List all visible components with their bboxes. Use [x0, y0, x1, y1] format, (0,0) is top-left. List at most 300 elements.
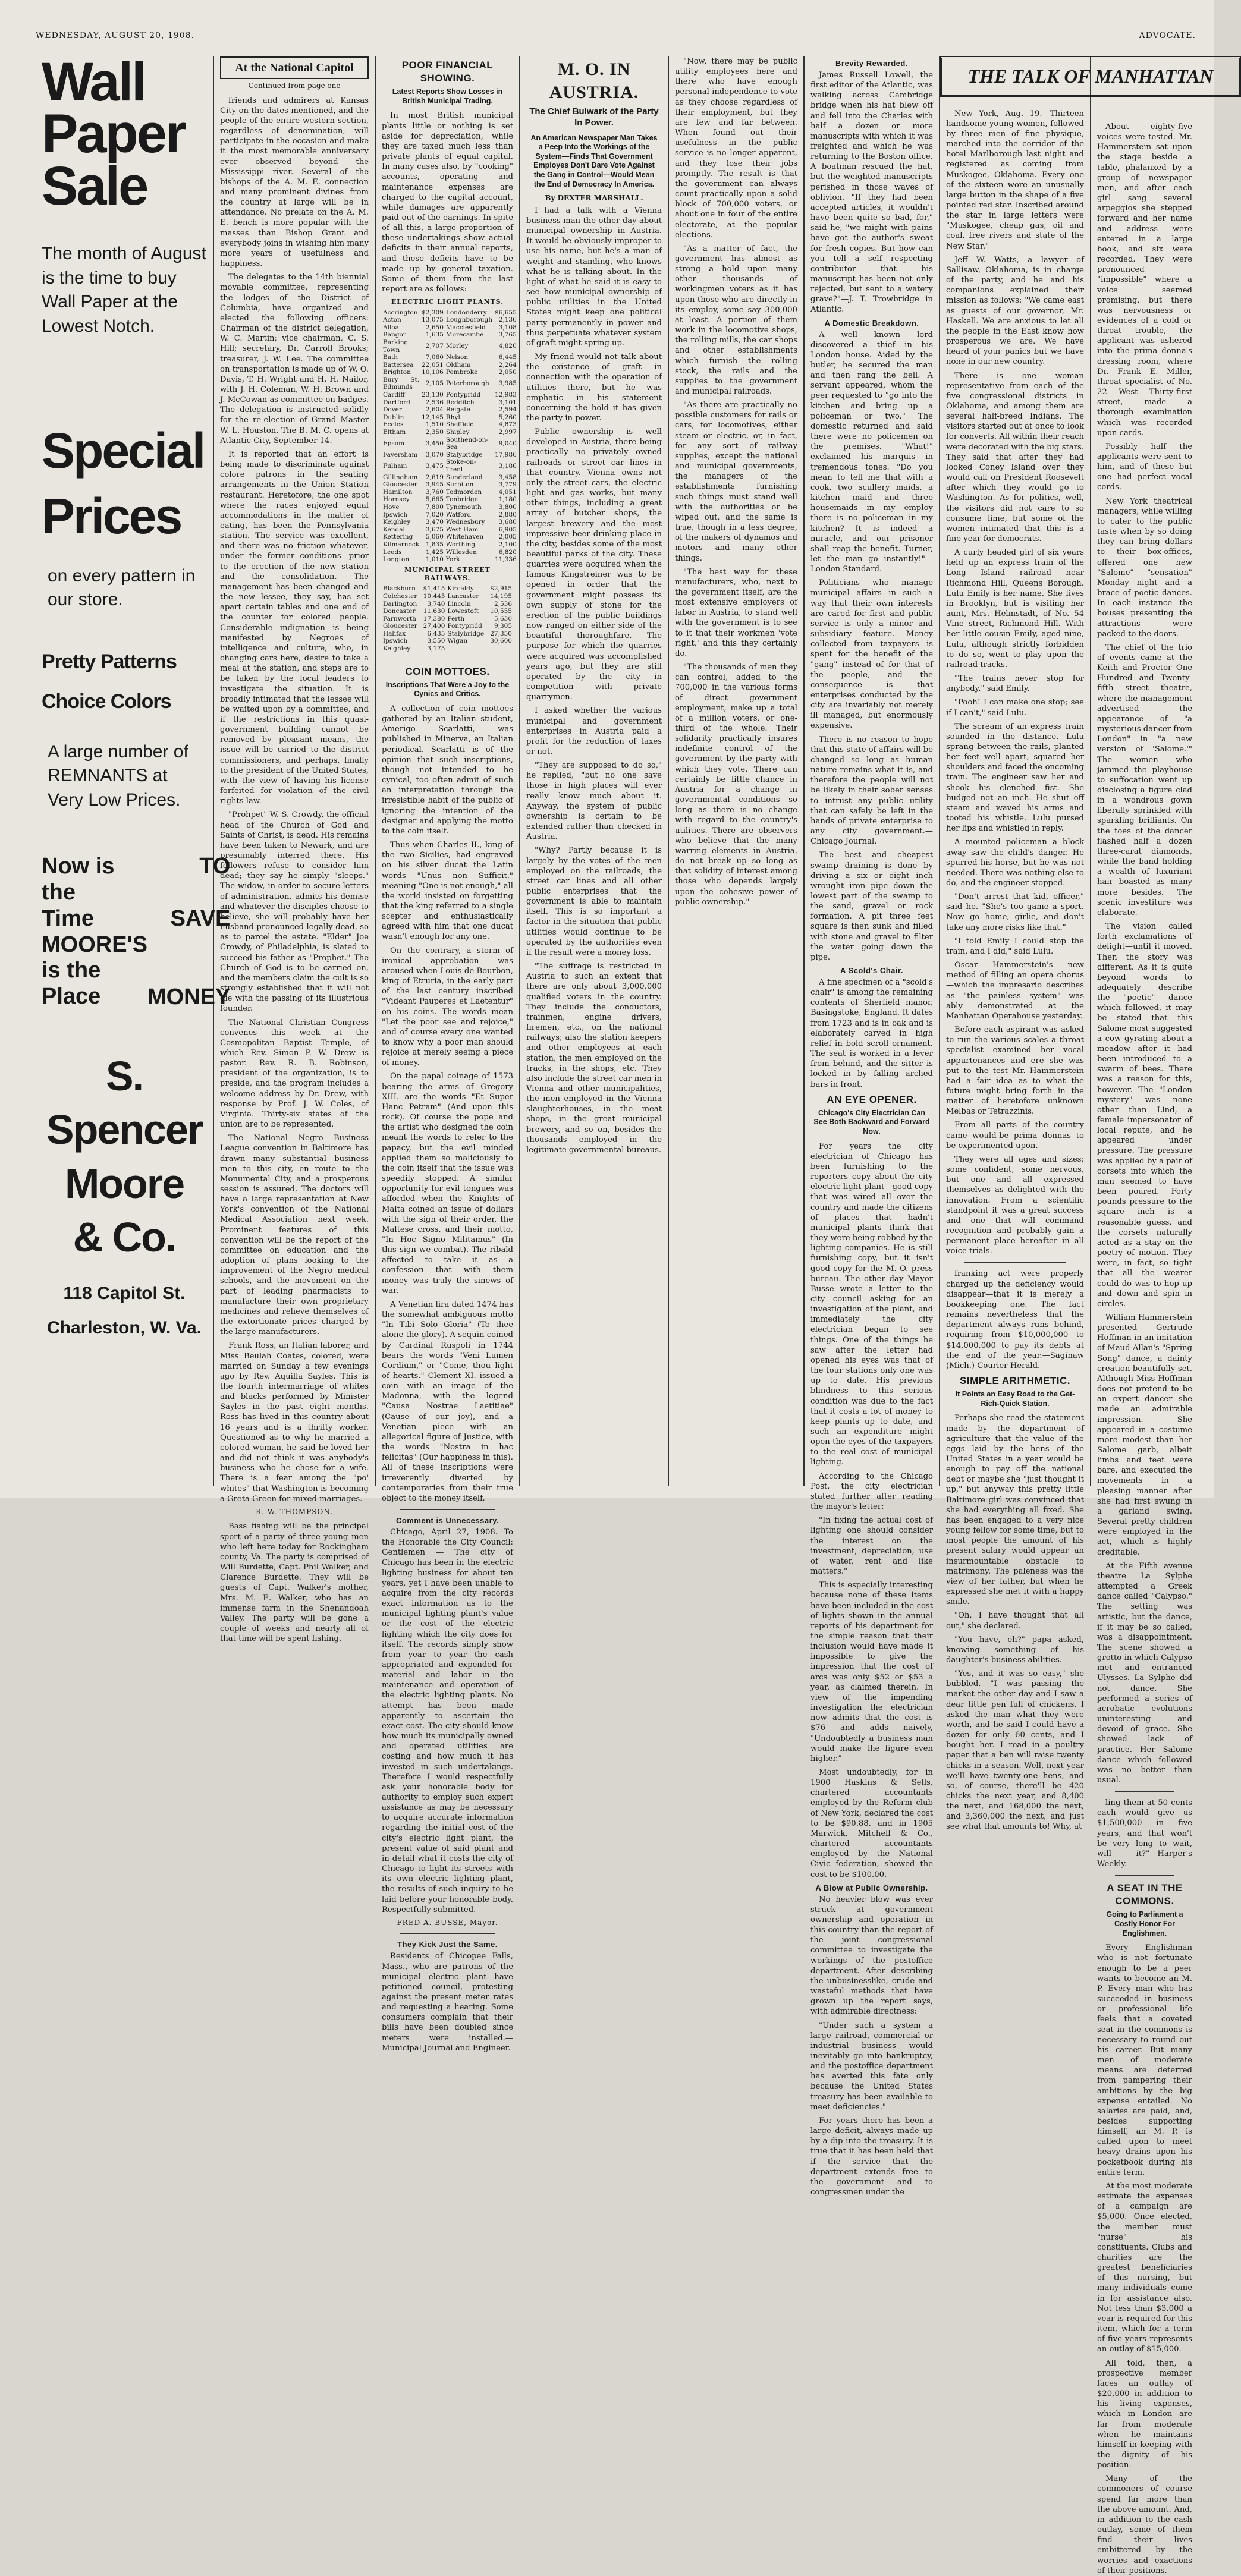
- table-row: [382, 376, 518, 391]
- city-name: Dover: [383, 406, 402, 414]
- city-name: Keighley: [383, 645, 411, 653]
- city-name: Gloucester: [383, 622, 417, 630]
- scold-paragraph: A fine specimen of a "scold's chair" is among the remaining contents of Sherfield manor, Basingstoke, England. It dates from 1723 and is in oak and is elaborately carved in high relief in bold scroll ornament. The seat is worked in a lever from behind, and the sitter is locked in by falling arched bars in front.: [810, 977, 933, 1089]
- city-name: Brighton: [383, 369, 411, 376]
- table-row: [382, 421, 518, 429]
- ad-now-line: Place: [42, 983, 101, 1009]
- capitol-paragraph: friends and admirers at Kansas City on the dates mentioned, and the people of the entire western section, regardless of denomination, will participate in the occasion and make it the most memorable anniversary ever observed beyond the Mississippi river. Several of the bishops of the A. M. E. connection and many prominent divines from the country at large will be in attendance. No prelate on the A. M. E. bench is more popular with the masses than Bishop Grant and everybody joins in wishing him many more years of usefulness and happiness.: [220, 96, 369, 269]
- city-name: Gloucester: [383, 481, 417, 489]
- domestic-paragraph: Politicians who manage municipal affairs in such a way that their own interests are cared for first and public service is only a minor and subsidiary feature. Money collected from taxpayers is spent for the benefit of the "gang" instead of for that of the people, and the consequence is that enterprises conducted by the city are invariably not merely ill managed, but enormously expensive.: [810, 578, 933, 731]
- deficit-value: 3,470: [425, 518, 444, 526]
- deficit-value: 11,336: [495, 556, 517, 564]
- austria-column-1: [520, 56, 669, 1486]
- ad-wall: Wall: [42, 52, 145, 112]
- commons-paragraph: Many of the commoners of course spend far more than the above amount. And, in addition to the cash outlay, some of them find their lives embittered by the worries and exactions of their positions.: [1097, 2474, 1192, 2575]
- deficit-value: 2,536: [425, 398, 444, 406]
- deficit-value: 3,779: [498, 481, 517, 489]
- deficit-value: 10,445: [423, 592, 445, 600]
- deficit-value: 3,070: [425, 451, 444, 458]
- finance-headline: POOR FINANCIAL SHOWING.: [401, 59, 494, 84]
- table-row: [382, 533, 518, 541]
- masthead-paper: ADVOCATE.: [1139, 31, 1196, 40]
- city-name: Shipley: [445, 429, 470, 436]
- city-name: Hornsey: [383, 496, 410, 504]
- scold-headline: A Scold's Chair.: [840, 966, 903, 976]
- deficit-value: 1,425: [425, 548, 444, 556]
- eye-opener-paragraph: According to the Chicago Post, the city electrician stated further after reading the mayor's letter:: [810, 1471, 933, 1512]
- ad-now-line: is the: [42, 958, 101, 983]
- deficit-value: 14,195: [490, 592, 512, 600]
- city-name: Longton: [383, 556, 410, 564]
- city-name: Kilmarnock: [383, 540, 420, 548]
- ad-now-line: MOORE'S: [42, 932, 147, 957]
- deficit-value: 1,635: [425, 331, 444, 339]
- coin-paragraph: A collection of coin mottoes gathered by an Italian student, Amerigo Scarlatti, was published in Minerva, an Italian periodical. Scarlatti is of the opinion that such inscriptions, though not intended to be cynical, too often admit of such an interpretation through the irresistible habit of the public of ignoring the intention of the designer and applying the motto to the coin itself.: [382, 704, 513, 836]
- table-row: [382, 622, 513, 630]
- comment-paragraph: Chicago, April 27, 1908. To the Honorable the City Council: Gentlemen — The city of Chicago has been in the electric lighting business for about ten years, yet I have been unable to acquire from the city records exact information as to the municipal lighting plant's value or the cost of the electric lighting which the city does for itself. The records simply show from year to year the cash appropriated and expended for material and labor in the maintenance and operation of the electric lighting plants. No attempt has been made apparently to ascertain the exact cost. The city should know how much its municipally owned and operated utilities are costing and how much it has invested in such undertakings. Therefore I would respectfully ask your honorable body for authority to employ such expert assistance as may be necessary to acquire accurate information regarding the initial cost of the city's electric light plant, the present value of said plant and in detail what it costs the city of Chicago to light its streets with its own electric lighting plant, the results of such inquiry to be laid before your honorable body. Respectfully submitted.: [382, 1527, 513, 1914]
- talk-paragraph: "Don't arrest that kid, officer," said he. "She's too game a sport. Now go home, girlie, and don't take any more risks like that.": [946, 892, 1084, 932]
- deficit-value: 9,305: [494, 622, 512, 630]
- city-name: Leeds: [383, 548, 402, 556]
- deficit-value: 1,835: [425, 540, 444, 548]
- city-name: Bangor: [383, 331, 406, 339]
- city-name: Acton: [383, 316, 401, 324]
- city-name: Reigate: [445, 406, 470, 414]
- eye-opener-paragraph: This is especially interesting because none of these items have been included in the cost of lights shown in the annual reports of his department for the simple reason that their inclusion would have made it impossible to give the impression that the cost of arcs was only $52 or $53 a year, as claimed therein. In view of the impending investigation the electrician now admits that the cost is $76 and adds naively, "Undoubtedly a business man would make the figure even higher.": [810, 1581, 933, 1763]
- deficit-value: 5,630: [494, 615, 512, 622]
- table-row: [382, 511, 518, 519]
- talk-paragraph: Jeff W. Watts, a lawyer of Sallisaw, Oklahoma, is in charge of the party, and he and his companions explained their mission as follows: "We came east as guests of our governor, Mr. Haskell. We are anxious to let all the people in the East know how prosperous we are. We have heard of your panics but we have none in our new country.: [946, 255, 1084, 367]
- city-name: Epsom: [383, 439, 405, 447]
- city-name: Perth: [447, 615, 465, 622]
- ad-now-word: TO: [199, 854, 231, 879]
- city-name: Wednesbury: [445, 518, 485, 526]
- city-name: Accrington: [383, 309, 418, 316]
- deficit-value: 12,145: [422, 413, 444, 421]
- talk-paragraph: Oscar Hammerstein's new method of filling an opera chorus—which the impresario describes as "the painless system"—was ably demonstrated at the Manhattan Operahouse yesterday.: [946, 961, 1084, 1021]
- deficit-value: 27,400: [423, 622, 445, 630]
- city-name: Todmorden: [445, 488, 482, 496]
- deficit-value: 2,997: [498, 429, 517, 436]
- coin-paragraph: On the contrary, a storm of ironical approbation was aroused when Louis de Bourbon, king of Etruria, in the early part of the last century inscribed "Videant Pauperes et Laetentur" on his coins. The words mean "Let the poor see and rejoice," and of course every one wanted to know why a poor man should rejoice at merely seeing a piece of money.: [382, 946, 513, 1068]
- deficit-value: 13,075: [422, 316, 444, 324]
- capitol-column: [214, 56, 376, 1644]
- deficit-value: 17,380: [423, 615, 445, 622]
- miscellany-column: [805, 56, 940, 2197]
- table-row: [382, 406, 518, 414]
- talk-paragraph: "The trains never stop for anybody," said Emily.: [946, 674, 1084, 694]
- deficit-value: 3,675: [425, 526, 444, 533]
- deficit-value: 3,760: [425, 488, 444, 496]
- capitol-paragraph: Bass fishing will be the principal sport of a party of three young men who left here today for Rockingham county, Va. The party is comprised of Will Burdette, Capt. Phil Walker, and Clarence Burdette. They will be guests of Capt. Walker's mother, Mrs. M. E. Walker, who has an immense farm in the Shenandoah Valley. The party will be gone a couple of weeks and nearly all of that time will be spent fishing.: [220, 1522, 369, 1644]
- blow-paragraph: No heavier blow was ever struck at government ownership and operation in this country than the report of the joint congressional committee to investigate the workings of the postoffice department. After describing the unbusinesslike, crude and wasteful methods that have grown up the report says, with admirable directness:: [810, 1895, 933, 2017]
- deficit-value: 3,550: [427, 637, 445, 645]
- comment-signature: FRED A. BUSSE, Mayor.: [397, 1918, 498, 1927]
- city-name: Redditch: [445, 398, 475, 406]
- city-name: Faversham: [383, 451, 418, 458]
- table-row: [382, 436, 518, 451]
- coin-paragraph: A Venetian lira dated 1474 has the somewhat ambiguous motto "In Tibi Solo Gloria" (To thee alone the glory). A sequin coined by Cardinal Ruspoli in 1744 bears the words "Veni Lumen Cordium," or "Come, thou light of hearts." Clement XI. issued a coin with an image of the Madonna, with the legend "Causa Nostrae Laetitiae" (Cause of our joy), and a Venetian piece with an allegorical figure of Justice, with the words "Nostra in hac felicitas" (Our happiness in this). All of these inscriptions were irreverently diverted by contemporaries from their true object to the money itself.: [382, 1300, 513, 1503]
- city-name: Pembroke: [445, 369, 478, 376]
- kick-headline: They Kick Just the Same.: [397, 1940, 498, 1949]
- ad-pretty-patterns: Pretty Patterns: [42, 650, 177, 673]
- city-name: Barking Town: [383, 338, 409, 354]
- capitol-paragraph: Frank Ross, an Italian laborer, and Miss Beulah Coates, colored, were married on Sunday a few evenings ago by Rev. Aquilla Sayles. This is the fourth intermarriage of whites and blacks performed by Minister Sayles in the past eight months. Ross has lived in this country about 16 years and is a thrifty worker. Questioned as to why he married a colored woman, he said he loved her and did not think it was anybody's business who he chose for a wife. There is a fear among the "po' whites" that Washington is becoming a Greta Green for mixed marriages.: [220, 1341, 369, 1504]
- talk-paragraph: Possibly half the applicants were sent to him, and of these but one had perfect vocal cords.: [1097, 442, 1192, 492]
- eye-opener-deck: Chicago's City Electrician Can See Both Backward and Forward Now.: [813, 1108, 930, 1136]
- city-name: Morecambe: [445, 331, 484, 339]
- talk-paragraph: William Hammerstein presented Gertrude Hoffman in an imitation of Maud Allan's "Spring Song" dance, a dainty creation beautifully set. Although Miss Hoffman does not pretend to be an expert dancer she made an admirable impression. She appeared in a costume more modest than her Salome garb, albeit limbs and feet were bare, and executed the movements in a pleasing manner after she had first swung in a garland swing. Several pretty children were employed in the act, which is highly creditable.: [1097, 1313, 1192, 1557]
- table-row: [382, 526, 518, 534]
- eye-opener-paragraph: "In fixing the actual cost of lighting one should consider the interest on the investment, depreciation, use of water, rent and like matters.": [810, 1516, 933, 1577]
- electric-table-title: ELECTRIC LIGHT PLANTS.: [391, 298, 504, 306]
- ad-sale: Sale: [42, 155, 147, 216]
- ad-now-line: Time: [42, 905, 95, 931]
- columns: [36, 52, 1214, 2575]
- table-row: [382, 331, 518, 339]
- ad-address-street: 118 Capitol St.: [63, 1283, 186, 1303]
- city-name: Bath: [383, 354, 398, 361]
- finance-paragraph: In most British municipal plants little or nothing is set aside for depreciation, while they are taxed much less than private plants of equal capital. In many cases also, by "cooking" accounts, operating and maintenance expenses are charged to the capital account, while damages are apparently paid out of the earnings. In spite of all this, a large proportion of these undertakings show actual deficits in their annual reports, and these deficits have to be made up by general taxation. Some of them from the last report are as follows:: [382, 111, 513, 294]
- city-name: York: [445, 556, 460, 564]
- capitol-continued: Continued from page one: [248, 81, 341, 90]
- city-name: Colchester: [383, 592, 417, 600]
- talk-paragraph: The scream of an express train sounded in the distance. Lulu sprang between the rails, planted her feet well apart, squared her shoulders and faced the oncoming train. The engineer saw her and shook his clenched fist. She budged not an inch. He shut off steam and waved his arms and tooted his whistle. Lulu pursed her lips and whistled in reply.: [946, 722, 1084, 833]
- table-row: [382, 451, 518, 459]
- city-name: Cardiff: [383, 391, 405, 399]
- ad-prices: Prices: [42, 487, 181, 544]
- city-name: Kendal: [383, 526, 405, 533]
- arithmetic-paragraph: "Oh, I have thought that all out," she declared.: [946, 1611, 1084, 1631]
- deficit-value: 11,630: [423, 608, 445, 615]
- city-name: Gillingham: [383, 473, 418, 481]
- austria-paragraph: "As a matter of fact, the government has almost as strong a hold upon many other thousands of workingmen voters as it has upon those who are directly in its employ, some say 300,000 at least. A portion of them work in the locomotive shops, the rolling mills, the car shops and other establishments which furnish the rolling stock, the rails and the supplies to the government and municipal railroads.: [675, 244, 797, 396]
- austria-paragraph: My friend would not talk about the existence of graft in connection with the operation of utilities there, but he was emphatic in his statement concerning the hold it has given the party in power.: [526, 353, 662, 423]
- masthead-date: WEDNESDAY, AUGUST 20, 1908.: [36, 31, 195, 40]
- city-name: Eltham: [383, 429, 406, 436]
- deficit-value: 22,051: [422, 361, 444, 369]
- city-name: Battersea: [383, 361, 414, 369]
- ad-text-remnants: A large number of REMNANTS at Very Low Prices.: [48, 741, 188, 810]
- commons-deck: Going to Parliament a Costly Honor For Englishmen.: [1106, 1910, 1183, 1937]
- city-name: Whitehaven: [445, 533, 484, 541]
- ad-now-is: [42, 854, 231, 1010]
- deficit-value: 3,475: [425, 462, 444, 470]
- city-name: Dublin: [383, 413, 404, 421]
- commons-paragraph: Every Englishman who is not fortunate enough to be a peer wants to become an M. P. Every man who has succeeded in business or professional life feels that a coveted seat in the commons is necessary to round out his career. But many men of moderate means are deterred from pampering their ambitions by the big expense entailed. No salaries are paid, and, besides supporting himself, an M. P. is called upon to meet heavy drains upon his pocketbook during his entire term.: [1097, 1943, 1192, 2177]
- deficit-value: 3,450: [425, 439, 444, 447]
- austria-column-2: [669, 56, 805, 1486]
- deficit-value: 2,536: [494, 600, 512, 608]
- commons-paragraph: At the most moderate estimate the expenses of a campaign are $5,000. Once elected, the member must "nurse" his constituents. Clubs and charities are the greatest beneficiaries of this nursing, but many individuals come in for assistance also. Not less than $3,000 a year is required for this item, which for a term of five years represents an outlay of $15,000.: [1097, 2181, 1192, 2354]
- manhattan-column-2: [1091, 56, 1198, 2575]
- deficit-value: 6,445: [498, 354, 517, 361]
- coin-headline: COIN MOTTOES.: [405, 665, 490, 677]
- city-name: Bury St. Edmunds: [383, 376, 420, 391]
- austria-paragraph: I had a talk with a Vienna business man the other day about municipal ownership in Austria. It would be obviously improper to use his name, but he's a man of weight and standing, who knows what he is talking about. In the light of what he said it is easy to see how municipal ownership of public utilities in the United States might keep one political party permanently in power and thus perpetuate whatever system of graft might spring up.: [526, 206, 662, 348]
- deficit-value: 17,986: [495, 451, 517, 458]
- city-name: Farnworth: [383, 615, 416, 622]
- city-name: Darlington: [383, 600, 417, 608]
- arithmetic-paragraph: "You have, eh?" papa asked, knowing something of his daughter's business abilities.: [946, 1635, 1084, 1665]
- comment-headline: Comment is Unnecessary.: [395, 1516, 499, 1526]
- city-name: Lowestoft: [447, 608, 479, 615]
- arithmetic-paragraph: "Yes, and it was so easy," she bubbled. "I was passing the market the other day and I saw a dear little pen full of chickens. I asked the man what they were worth, and he said I could have a dozen for only 60 cents, and I bought her. I read in a poultry paper that a hen will raise twenty chicks in a season. Well, next year we'll have twenty-one hens, and so, of course, there'll be 420 chicks the next year, and 8,400 the next, and 168,000 the next, and 3,360,000 the next, and just see what that amounts to! Why, at: [946, 1669, 1084, 1832]
- table-row: [382, 361, 518, 369]
- ad-now-line: Now is: [42, 854, 115, 879]
- table-row: [382, 496, 518, 504]
- capitol-paragraph: The National Negro Business League convention in Baltimore has drawn many substantial business men to this city, en route to the Monumental City, and a prosperous session is assured. The doctors will have a large representation at New York's convention of the National Medical Association next week. Prominent features of this convention will be the report of the committee on education and the adoption of plans looking to the improvement of the Negro medical schools, and the movement on the part of leading pharmacists to manufacture their own proprietary medicines and relieve themselves of the extortionate prices charged by the large manufacturers.: [220, 1134, 369, 1337]
- deficit-value: 1,010: [425, 556, 444, 564]
- ad-text-august: The month of August is the time to buy Wall Paper at the Lowest Notch.: [42, 244, 206, 336]
- deficit-value: 27,350: [490, 630, 512, 637]
- city-name: Worthing: [445, 540, 476, 548]
- deficit-value: 23,130: [422, 391, 444, 399]
- deficit-value: 1,510: [425, 421, 444, 429]
- deficit-value: 5,260: [498, 413, 517, 421]
- capitol-signature: R. W. THOMPSON.: [256, 1507, 333, 1516]
- deficit-value: 2,050: [498, 369, 517, 376]
- talk-paragraph: At the Fifth avenue theatre La Sylphe attempted a Greek dance called "Calypso." The setting was artistic, but the dance, if it may be so called, was a disappointment. The scene showed a grotto in which Calypso met and entranced Ulysses. La Sylphe did not dance. She performed a series of acrobatic evolutions uninteresting and devoid of grace. She showed lack of practice. Her Salome dance which followed was no better than usual.: [1097, 1561, 1192, 1785]
- talk-paragraph: About eighty-five voices were tested. Mr. Hammerstein sat upon the stage beside a table, phalanxed by a group of newspaper men, and after each girl sang several arpeggios she stepped forward and her name and address were entered in a large book, and six were recorded. They were pronounced "impossible" where a voice seemed promising, but there was nervousness or evidences of a cold or throat trouble, the applicant was ushered into the prima donna's dressing room, where Dr. Frank E. Miller, throat specialist of No. 22 West Thirty-first street, made a thorough examination which was recorded upon cards.: [1097, 122, 1192, 438]
- austria-paragraph: "Why? Partly because it is largely by the votes of the men employed on the railroads, the street car lines and all other public enterprises that the government is able to maintain itself. This is so important a factor in the situation that public utilities would continue to be operated by the authorities even if the result were a money loss.: [526, 846, 662, 957]
- lowell-headline: Brevity Rewarded.: [835, 59, 908, 68]
- table-row: [382, 316, 518, 324]
- table-row: [382, 549, 518, 556]
- eye-opener-headline: AN EYE OPENER.: [827, 1093, 917, 1105]
- deficit-value: 3,765: [498, 331, 517, 339]
- table-row: [382, 518, 518, 526]
- deficit-value: 5,060: [425, 533, 444, 541]
- deficit-value: 4,820: [498, 342, 517, 350]
- table-row: [382, 541, 518, 549]
- deficit-value: 3,108: [498, 323, 517, 331]
- coin-paragraph: Thus when Charles II., king of the two Sicilies, had engraved on his silver ducat the Latin words "Unus non Sufficit," meaning "One is not enough," all the world insisted on forgetting that the king referred to a single scepter and enthusiastically agreed with him that one ducat wasn't enough for any one.: [382, 841, 513, 942]
- table-row: [382, 645, 513, 653]
- deficit-value: $2,915: [490, 585, 512, 593]
- table-row: [382, 630, 513, 638]
- city-name: [446, 645, 487, 653]
- city-name: Stalybridge: [447, 630, 485, 637]
- deficit-value: 2,105: [425, 380, 444, 388]
- wallpaper-ad: [36, 52, 231, 1486]
- deficit-value: 2,619: [425, 473, 444, 481]
- ad-co: & Co.: [73, 1214, 176, 1261]
- table-row: [382, 354, 518, 361]
- city-name: Pontypridd: [445, 391, 481, 399]
- deficit-value: 3,985: [498, 380, 517, 388]
- austria-paragraph: "Now, there may be public utility employees here and there who have enough personal independence to vote as they choose regardless of their employment, but they are few and far between. When found out their usefulness in the public service is no longer apparent, and they lose their jobs promptly. The result is that the government can always count practically upon a solid block of 700,000 voters, or about one in four of the entire electorate, at the popular elections.: [675, 57, 797, 240]
- austria-paragraph: Public ownership is well developed in Austria, there being practically no privately owned railroads or street car lines in that country. Vienna owns not only the street cars, the electric light and gas works, but many other things, including a great array of butcher shops, the largest brewery and the most impressive beer drinking place in the city, besides some of the most beautiful parks of the city. These quarries were acquired when the famous Kingstreiner was to be opened in order that the government might possess its own supply of stone for the erection of the public buildings now ranged on either side of the beautiful thoroughfare. The purpose for which the quarries were acquired was accomplished years ago, but they are still operated by the city in competition with private quarrymen.: [526, 427, 662, 702]
- deficit-value: 2,604: [425, 406, 444, 414]
- table-row: [382, 637, 513, 645]
- deficit-value: 2,880: [498, 511, 517, 518]
- austria-byline: By DEXTER MARSHALL.: [545, 194, 643, 203]
- table-row: [382, 608, 513, 615]
- electric-light-table: [382, 309, 518, 564]
- city-name: Stoke-on-Trent: [445, 458, 476, 474]
- austria-paragraph: "The best way for these manufacturers, who, next to the government itself, are the most extensive employers of labor in Austria, to stand well with the government is to see to it that their workmen 'vote right,' and this they certainly do.: [675, 567, 797, 658]
- deficit-value: 7,060: [425, 354, 444, 361]
- austria-paragraph: "They are supposed to do so," he replied, "but no one save those in high places will ever really know much about it. Anyway, the system of public ownership is certain to be extended rather than checked in Austria.: [526, 761, 662, 842]
- talk-paragraph: A mounted policeman a block away saw the child's danger. He spurred his horse, but he was not needed. There was nothing else to do, and the engineer stopped.: [946, 838, 1084, 888]
- talk-of-manhattan-heading: THE TALK OF MANHATTAN: [940, 56, 1241, 97]
- city-name: West Ham: [445, 526, 479, 533]
- austria-subdeck: An American Newspaper Man Takes a Peep Into the Workings of the System—Finds That Government Employes Don't Dare Vote Against the Gang in Control—Would Mean the End of Democracy In America.: [530, 133, 658, 188]
- city-name: Watford: [445, 511, 472, 518]
- deficit-value: 2,350: [425, 429, 444, 436]
- deficit-value: 6,820: [498, 548, 517, 556]
- austria-paragraph: "The thousands of men they can control, added to the 700,000 in the various forms of direct government employment, make up a total of a million voters, or one-third of the whole. Their solidarity practically insures indefinite control of the government by the party with which they vote. There can certainly be little chance in Austria for a change in governmental conditions so long as there is no change with regard to the country's utilities. There are observers who believe that the many warring elements in Austria, do not break up so long as that solidity of interest among those who depends largely upon the cohesive power of public ownership.": [675, 663, 797, 907]
- masthead: [36, 31, 1196, 44]
- table-row: [382, 593, 513, 600]
- talk-paragraph: "I told Emily I could stop the train, and I did," said Lulu.: [946, 936, 1084, 956]
- domestic-headline: A Domestic Breakdown.: [824, 318, 919, 328]
- eye-opener-paragraph: Most undoubtedly, for in 1900 Haskins & Sells, chartered accountants employed by the Reform club of New York, declared the cost to be $90.88, and in 1905 Marwick, Mitchell & Co., chartered accountants employed by the National Civic federation, showed the cost to be $100.00.: [810, 1768, 933, 1879]
- austria-paragraph: "As there are practically no possible customers for rails or cars, for locomotives, either steam or electric, or, in fact, for any sort of railway supplies, except the national and municipal governments, the managers of the establishments furnishing such things must stand well with the authorities or be wiped out, and the same is true, though in a less degree, of the makers of dynamos and motors and many other things.: [675, 401, 797, 563]
- city-name: Kettering: [383, 533, 413, 541]
- arithmetic-paragraph: Perhaps she read the statement made by the department of agriculture that the value of the eggs laid by the hens of the United States in a year would be enough to pay off the national debt or maybe she "just thought it up," but anyway this pretty little Baltimore girl was convinced that she had everything all fixed. She has been engaged to a very nice young fellow for some time, but to most people the amount of his present salary would appear an insurmountable obstacle to matrimony. The paleness was the view of her father, but when he expressed she met it with a happy smile.: [946, 1414, 1084, 1607]
- talk-paragraph: From all parts of the country came would-be prima donnas to be experimented upon.: [946, 1121, 1084, 1150]
- finance-column: [376, 56, 520, 2053]
- blow-headline: A Blow at Public Ownership.: [815, 1883, 928, 1892]
- table-row: [382, 489, 518, 496]
- deficit-value: 5,665: [425, 496, 444, 504]
- deficit-value: 3,186: [498, 462, 517, 470]
- deficit-value: 6,905: [498, 526, 517, 533]
- city-name: Morley: [445, 342, 469, 350]
- capitol-paragraph: The National Christian Congress convenes this week at the Cosmopolitan Baptist Temple, of which Rev. Simon P. W. Drew is pastor. Rev. R. B. Robinson, president of the organization, is to preside, and the program includes a welcome address by Dr. Drew, with response by Prof. J. W. Coles, of Virginia. Thirty-six states of the union are to be represented.: [220, 1018, 369, 1130]
- deficit-value: 3,458: [498, 473, 517, 481]
- deficit-value: 6,435: [427, 630, 445, 637]
- austria-paragraph: "The suffrage is restricted in Austria to such an extent that there are only about 3,000,000 qualified voters in the country. They include the conductors, trainmen, engine drivers, firemen, etc., on the national railways; also the station keepers and other employees at each station, the men employed on the tracks, in the shops, etc. They also include the street car men in Vienna and other municipalities, the men employed in the Vienna slaughterhouses, in the meat shops, in the great municipal brewery, and so on, besides the thousands employed in the legitimate governmental bureaus.: [526, 962, 662, 1155]
- blow-paragraph: For years there has been a large deficit, always made up by a dip into the treasury. It is true that it has been held that if the service that the department extends free to the government and to congressmen under the: [810, 2116, 933, 2197]
- ad-paper: Paper: [42, 103, 185, 165]
- talk-paragraph: There is one woman representative from each of the five congressional districts in Oklahoma, and among them are several half-breed Indians. The visitors started out at once to look for converts. All within their reach were decorated with the big stars. They said that after they had looked Coney Island over they would call on President Roosevelt after which they would go to Washington. As for politics, well, the visitors did not care to so consume time, but some of the women intimated that this is a fine year for democrats.: [946, 371, 1084, 543]
- deficit-value: [488, 645, 513, 653]
- table-row: [382, 309, 518, 317]
- deficit-value: 3,680: [498, 518, 517, 526]
- deficit-value: 2,100: [498, 540, 517, 548]
- table-row: [382, 399, 518, 407]
- eye-opener-paragraph: For years the city electrician of Chicago has been furnishing to the reporters copy about the city electric light plant—good copy that was wired all over the country and made the citizens of places that hadn't municipal plants think that they were being robbed by the lighting companies. He is still furnishing copy, but it isn't good copy for the M. O. press bureau. The other day Mayor Busse wrote a letter to the city council asking for an investigation of the plant, and immediately the city electrician began to see things. One of the things he saw after the letter had opened his eyes was that of the four stations only one was up to date. His previous blindness to this serious condition was due to the fact that it costs a lot of money to keep plants up to date, and such an expenditure might open the eyes of the taxpayers to the real cost of municipal lighting.: [810, 1141, 933, 1467]
- talk-paragraph: "Pooh! I can make one stop; see if I can't," said Lulu.: [946, 698, 1084, 718]
- deficit-value: 3,175: [427, 645, 445, 653]
- table-row: [382, 615, 513, 623]
- city-name: Dartford: [383, 398, 410, 406]
- table-row: [382, 429, 518, 436]
- austria-paragraph: I asked whether the various municipal and government enterprises in Austria paid a profit for the reduction of taxes or not.: [526, 706, 662, 756]
- finance-deck: Latest Reports Show Losses in British Municipal Trading.: [392, 87, 503, 105]
- capitol-paragraph: The delegates to the 14th biennial movable committee, representing the lodges of the District of Columbia, have organized and elected the following officers: Chairman of the district delegation, W. C. Martin; vice chairman, C. S. Hill; secretary, Dr. Carroll Brooks; treasurer, J. W. Lee. The committee on transportation is made up of W. O. Davis, T. H. Wright and H. H. Nailor, with J. H. Coleman, W. H. Brown and J. McCowan as committee on badges. The delegation is instructed solidly for the re-election of Grand Master W. L. Houston. The B. M. C. opens at Atlantic City, September 14.: [220, 273, 369, 445]
- talk-paragraph: The chief of the trio of events came at the Keith and Proctor One Hundred and Twenty-fifth street theatre, where the management advertised the appearance of "a mysterious dancer from London" in "a new version of 'Salome.'" The women who jammed the playhouse to suffocation went up disclosing a figure clad in a wondrous gown liberally sprinkled with sparkling brilliants. On the toes of the dancer flashed half a dozen three-carat diamonds, while the band holding a wealth of luxuriant hair boasted as many more besides. The scenic investiture was elaborate.: [1097, 643, 1192, 917]
- deficit-value: 10,555: [490, 608, 512, 615]
- talk-paragraph: New York theatrical managers, while willing to cater to the public taste when by so doing they can bring dollars to their box-offices, offered one new "Salome" "sensation" Monday night and a brace of poetic dances. In each instance the houses presenting the attractions were packed to the doors.: [1097, 496, 1192, 639]
- city-name: Doncaster: [383, 608, 416, 615]
- table-row: [382, 481, 518, 489]
- table-row: [382, 585, 513, 593]
- commons-paragraph: All told, then, a prospective member faces an outlay of $20,000 in addition to his living expenses, which in London are far from moderate when he maintains himself in keeping with the dignity of his position.: [1097, 2358, 1192, 2470]
- city-name: Lancaster: [447, 592, 479, 600]
- city-name: Oldham: [445, 361, 471, 369]
- table-row: [382, 339, 518, 354]
- kick-paragraph: Residents of Chicopee Falls, Mass., who are patrons of the municipal electric plant have petitioned council, protesting against the present meter rates and requesting a hearing. Some consumers complain that their bills have been doubled since meters were installed.—Municipal Journal and Engineer.: [382, 1952, 513, 2053]
- domestic-paragraph: There is no reason to hope that this state of affairs will be changed so long as human nature remains what it is, and therefore the people will not be likely in their sober senses to intrust any public utility that can safely be left in the hands of private enterprise to any city government.—Chicago Journal.: [810, 735, 933, 847]
- talk-paragraph: New York, Aug. 19.—Thirteen handsome young women, followed by three men of fine physique, marched into the corridor of the hotel Marlborough last night and registered as coming from Muskogee, Oklahoma. Every one of the sixteen wore an unusually large button in the shape of a five pointed red star. Inscribed around the star in large letters were "Muskogee, cheap gas, oil and coal, free rivers and state of the New Star.": [946, 109, 1084, 251]
- city-name: Nelson: [445, 354, 469, 361]
- deficit-value: 10,106: [422, 369, 444, 376]
- table-row: [382, 391, 518, 399]
- capitol-paragraph: It is reported that an effort is being made to discriminate against colore patrons in the seating arrangements in the Union Station restaurant. Heretofore, the one spot where the races enjoyed equal accommodations in the matter of eating, has been the Pennsylvania station. The service was excellent, and there was no friction whatever, under the former conditions—prior to the erection of the new station and the consolidation. The management has been changed and the new lessee, they say, has set apart certain tables and one end of the counter for colored people. Considerable indignation is being manifested by Negroes of intelligence and culture, who, in changing cars here, desire to take a meal at the station, and steps are to be taken by the local leaders to investigate the situation. It is broadly intimated that the lessee will be waited upon by a committee, and if the restrictions in this quasi-government building cannot be removed by pleasant means, the issue will be carried to the district commissioners, and perhaps, finally to the president of the United States, with the view of having his license forfeited for violation of the civil rights law.: [220, 449, 369, 806]
- city-name: Loughborough: [445, 316, 493, 324]
- lowell-paragraph: James Russell Lowell, the first editor of the Atlantic, was walking across Cambridge bridge when his hat blew off and fell into the Charles with half a dozen or more manuscripts with which it was freighted and which he was returning to the Boston office. A boatman rescued the hat, but the weighted manuscripts perished in those waves of oblivion. "If they had been accepted articles, it wouldn't have been quite so bad, for," said he, "we might with pains have got the author's sweat for fresh copies. But how can you tell a self respecting contributor that his manuscript has been not only rejected, but sent to a watery grave?"—J. T. Trowbridge in Atlantic.: [810, 70, 933, 314]
- table-row: [382, 600, 513, 608]
- deficit-value: 3,945: [425, 481, 444, 489]
- franking-paragraph: franking act were properly charged up the deficiency would disappear—that it is merely a bookkeeping one. The fact remains nevertheless that the department always runs behind, requiring from $10,000,000 to $14,000,000 to pay its debts at the end of the year.—Saginaw (Mich.) Courier-Herald.: [946, 1269, 1084, 1370]
- deficit-value: $6,655: [495, 309, 517, 316]
- railway-table-title: MUNICIPAL STREET RAILWAYS.: [404, 565, 491, 583]
- ad-now-line: the: [42, 880, 76, 905]
- coin-paragraph: On the papal coinage of 1573 bearing the arms of Gregory XIII. are the words "Et Super Hanc Petram" (And upon this rock). Of course the pope and the artist who designed the coin meant the words to refer to the papacy, but the evil minded applied them so maliciously to the coin itself that the issue was speedily stopped. A similar opportunity for evil tongues was afforded when the Knights of Malta coined an issue of dollars with the sign of their order, the Maltese cross, and their motto, "In Hoc Signo Militamus" (In this sign we combat). The ribald affected to take it as a confession that with them money was truly the sinews of war.: [382, 1072, 513, 1295]
- ad-now-word: MONEY: [147, 984, 231, 1009]
- street-railway-table: [382, 585, 513, 652]
- deficit-value: 12,983: [495, 391, 517, 399]
- table-row: [382, 458, 518, 473]
- deficit-value: 4,051: [498, 488, 517, 496]
- blow-paragraph: "Under such a system a large railroad, commercial or industrial business would inevitably go into bankruptcy, and the postoffice department has averted this fate only because the United States treasury has been available to meet deficiencies.": [810, 2021, 933, 2112]
- city-name: Hamilton: [383, 488, 413, 496]
- city-name: Kircaldy: [447, 585, 474, 593]
- city-name: Surbiton: [445, 481, 474, 489]
- talk-paragraph: They were all ages and sizes; some confident, some nervous, but one and all expressed themselves as delighted with the innovation. From a scientific standpoint it was a great success and one that will command recognition and probably gain a permanent place hereafter in all voice trials.: [946, 1155, 1084, 1256]
- capitol-heading: At the National Capitol: [220, 56, 369, 79]
- city-name: Alloa: [383, 323, 399, 331]
- city-name: Stalybridge: [445, 451, 483, 458]
- city-name: Pontypridd: [447, 622, 482, 630]
- city-name: Londonderry: [445, 309, 487, 316]
- deficit-value: 3,740: [427, 600, 445, 608]
- arithmetic-headline: SIMPLE ARITHMETIC.: [960, 1375, 1070, 1387]
- coin-deck: Inscriptions That Were a Joy to the Cynics and Critics.: [385, 680, 510, 699]
- deficit-value: 2,650: [425, 323, 444, 331]
- deficit-value: 2,136: [498, 316, 517, 324]
- city-name: Sheffield: [445, 421, 475, 429]
- city-name: Halifax: [383, 630, 406, 637]
- deficit-value: $2,309: [422, 309, 444, 316]
- city-name: Sunderland: [445, 473, 483, 481]
- city-name: Rhyl: [445, 413, 460, 421]
- deficit-value: 3,800: [498, 503, 517, 511]
- city-name: Willesden: [445, 548, 477, 556]
- austria-deck: The Chief Bulwark of the Party In Power.: [529, 106, 659, 128]
- city-name: Wigan: [447, 637, 468, 645]
- deficit-value: 9,040: [498, 439, 517, 447]
- city-name: Peterborough: [445, 380, 489, 388]
- deficit-value: 2,264: [498, 361, 517, 369]
- deficit-value: 3,101: [498, 398, 517, 406]
- ad-special: Special: [42, 423, 205, 479]
- austria-headline: M. O. IN AUSTRIA.: [549, 59, 639, 102]
- city-name: Blackburn: [383, 585, 416, 593]
- table-row: [382, 324, 518, 332]
- ad-moore: Moore: [65, 1160, 184, 1207]
- city-name: Fulham: [383, 462, 407, 470]
- domestic-paragraph: The best and cheapest swamp draining is done by driving a six or eight inch wrought iron pipe down the lowest part of the swamp to the sand, gravel or rock formation. A pit three feet square is then sunk and filled with stone and gravel to filter the water going down the pipe.: [810, 851, 933, 962]
- city-name: Macclesfield: [445, 323, 486, 331]
- commons-headline: A SEAT IN THE COMMONS.: [1107, 1882, 1183, 1907]
- deficit-value: 4,873: [498, 421, 517, 429]
- domestic-paragraph: A well known lord discovered a thief in his London house. Aided by the butler, he secured the man and then rang the bell. A servant appeared, whom the peer requested to "go into the kitchen and bring up a policeman or two." The domestic returned and said there were no policemen on the premises. "What!" exclaimed his marquis in tremendous tones. "Do you mean to tell me that with a cook, two scullery maids, a kitchen maid and three housemaids in my employ there is no policeman in my kitchen? It is indeed a miracle, and our prisoner shall reap the benefit. Turner, let the man go instantly!"—London Standard.: [810, 330, 933, 574]
